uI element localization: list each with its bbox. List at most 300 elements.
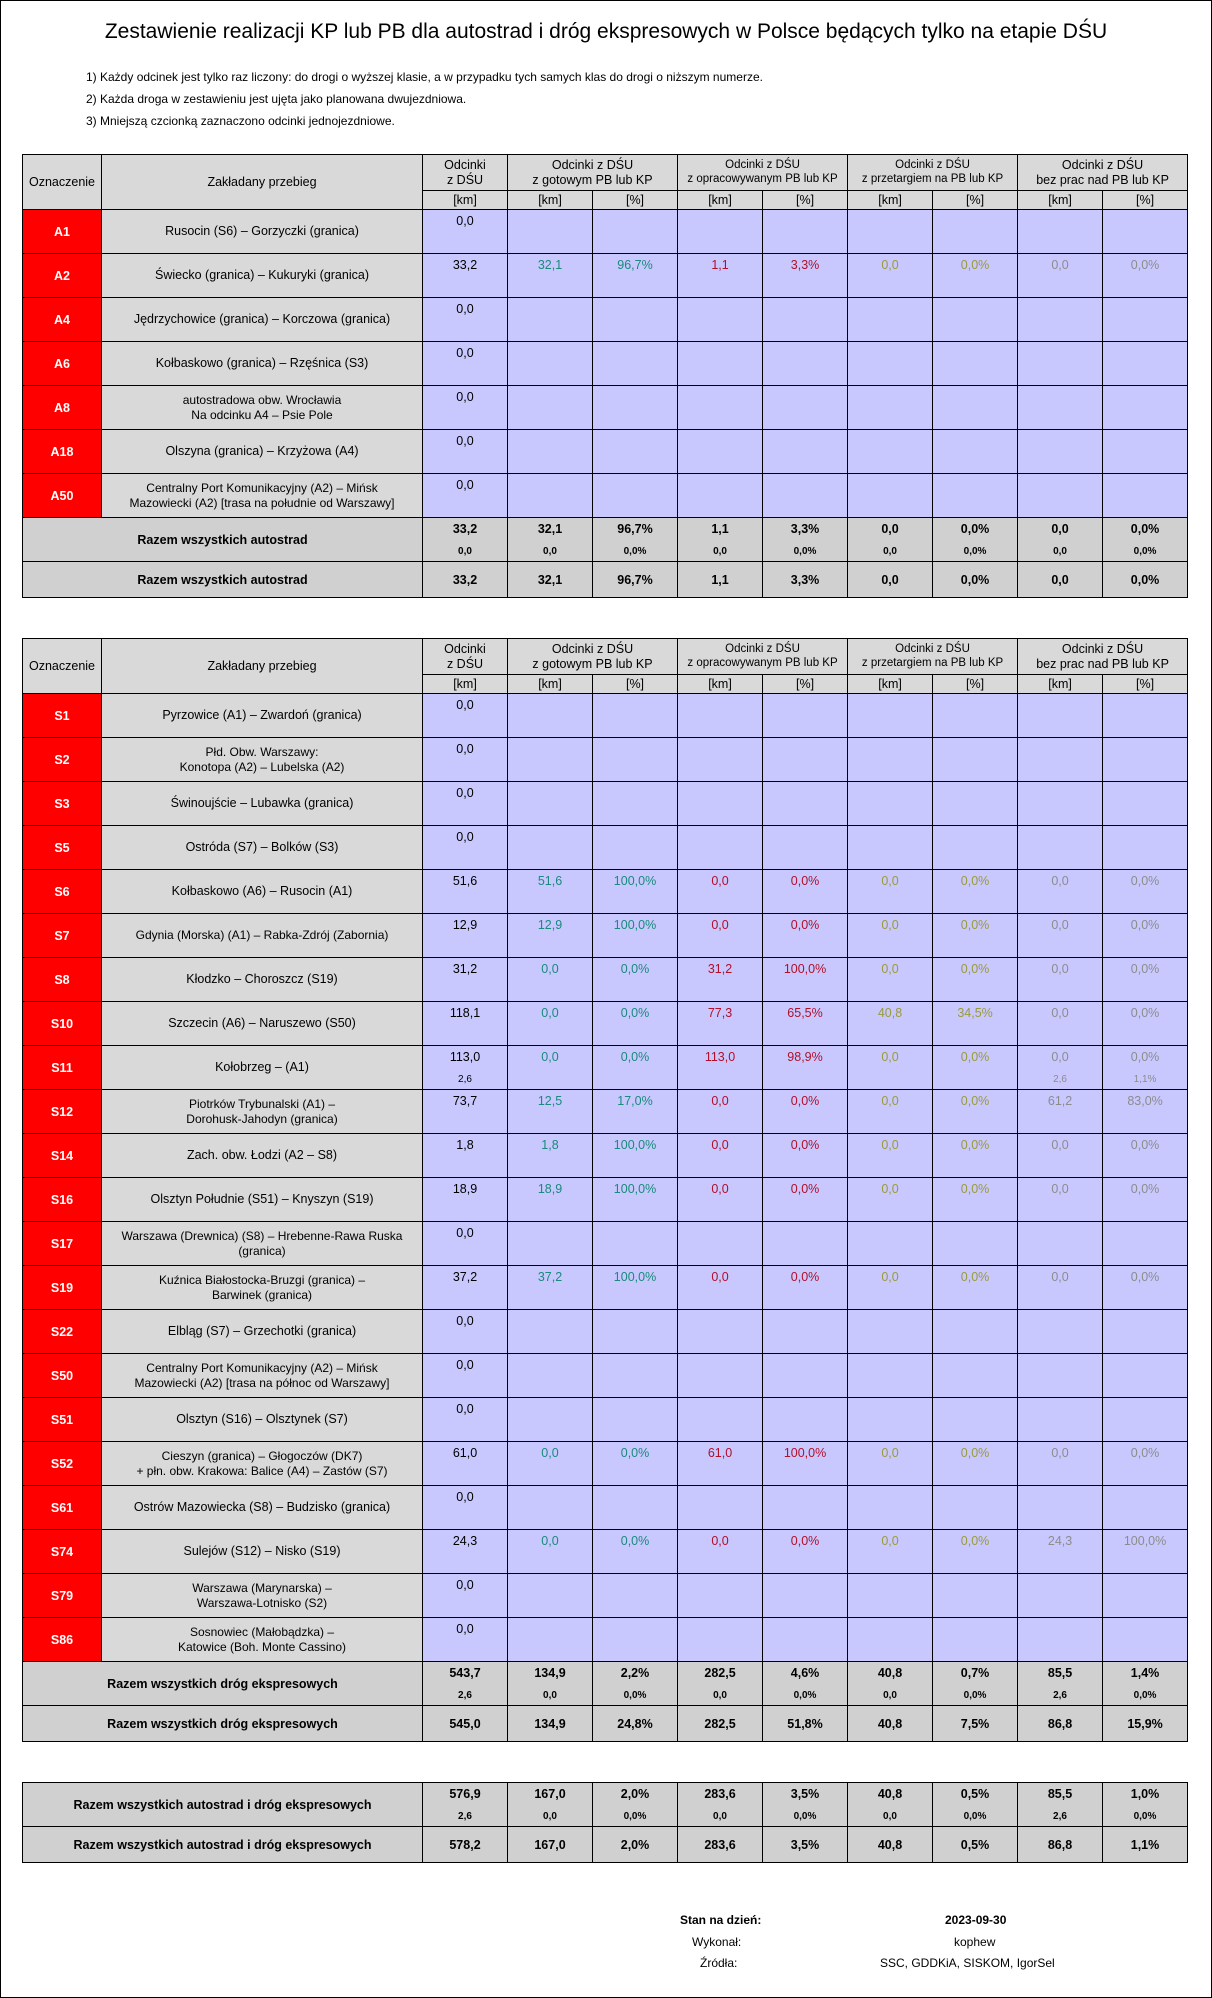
route-description: Świnoujście – Lubawka (granica) (102, 782, 423, 826)
table-row (23, 1002, 1188, 1046)
value-cell-value: 0,0 (1051, 1050, 1069, 1064)
autostrady-table (22, 154, 1188, 598)
value-cell (1018, 1090, 1103, 1134)
value-cell (593, 1046, 678, 1090)
value-cell (1103, 1618, 1188, 1662)
value-cell (848, 1398, 933, 1442)
value-cell (678, 1046, 763, 1090)
value-cell (508, 298, 593, 342)
value-cell (678, 1486, 763, 1530)
stan-value: 2023-09-30 (945, 1913, 1007, 1927)
value-cell-value: 96,7% (617, 258, 653, 272)
value-cell (763, 1002, 848, 1046)
value-cell (593, 1090, 678, 1134)
value-cell (1103, 1398, 1188, 1442)
header-bez-prac: Odcinki z DŚU bez prac nad PB lub KP (1018, 155, 1188, 191)
sum-value: 0,0% (1103, 562, 1188, 598)
value-cell (593, 826, 678, 870)
sum-value (1018, 518, 1103, 562)
sum-value: 40,8 (848, 1827, 933, 1863)
value-cell-value: 0,0% (1130, 1446, 1160, 1460)
header-oznaczenie: Oznaczenie (23, 155, 102, 210)
value-cell (593, 1178, 678, 1222)
value-cell (1103, 914, 1188, 958)
value-cell (593, 342, 678, 386)
value-cell (593, 1354, 678, 1398)
odcinki-dsu (423, 782, 508, 826)
sum-value-sub: 0,0 (713, 546, 727, 557)
value-cell (1103, 1310, 1188, 1354)
odcinki-dsu-value: 0,0 (456, 1402, 474, 1416)
sum-label: Razem wszystkich dróg ekspresowych (23, 1662, 423, 1706)
value-cell (508, 1178, 593, 1222)
header-przebieg: Zakładany przebieg (102, 639, 423, 694)
sum-value: 1,1 (678, 562, 763, 598)
route-description: Płd. Obw. Warszawy: Konotopa (A2) – Lubelska (A2) (102, 738, 423, 782)
value-cell (848, 826, 933, 870)
value-cell (1103, 782, 1188, 826)
value-cell-value: 24,3 (1047, 1534, 1073, 1548)
route-description: Kołobrzeg – (A1) (102, 1046, 423, 1090)
value-cell (593, 782, 678, 826)
value-cell-value: 0,0 (711, 1094, 729, 1108)
sum-value-sub: 0,0 (713, 1811, 727, 1822)
value-cell (593, 1310, 678, 1354)
value-cell-value: 0,0 (881, 1138, 899, 1152)
sum-value-main: 40,8 (877, 1787, 903, 1801)
odcinki-dsu-value: 33,2 (452, 258, 478, 272)
odcinki-dsu (423, 1310, 508, 1354)
road-code: S22 (23, 1310, 102, 1354)
value-cell (848, 870, 933, 914)
odcinki-dsu (423, 474, 508, 518)
sum-value: 96,7% (593, 562, 678, 598)
value-cell-value: 34,5% (957, 1006, 993, 1020)
value-cell (678, 254, 763, 298)
value-cell-sub: 1,1% (1133, 1074, 1157, 1085)
table-row (23, 870, 1188, 914)
table-row (23, 958, 1188, 1002)
wykonal-label: Wykonał: (692, 1935, 742, 1949)
value-cell-value: 0,0% (960, 258, 990, 272)
value-cell (763, 1222, 848, 1266)
odcinki-dsu (423, 386, 508, 430)
value-cell-value: 0,0 (881, 1446, 899, 1460)
road-code: S50 (23, 1354, 102, 1398)
unit-km: [km] (1018, 675, 1103, 694)
value-cell (1018, 210, 1103, 254)
sum-value-main: 134,9 (534, 1666, 566, 1680)
route-description: Kołbaskowo (A6) – Rusocin (A1) (102, 870, 423, 914)
road-code: S74 (23, 1530, 102, 1574)
odcinki-dsu-value: 0,0 (456, 1578, 474, 1592)
value-cell (508, 1618, 593, 1662)
value-cell (1103, 958, 1188, 1002)
sum-value: 3,5% (763, 1827, 848, 1863)
value-cell-value: 0,0% (620, 1446, 650, 1460)
odcinki-dsu-value: 0,0 (456, 698, 474, 712)
value-cell-value: 0,0% (1130, 258, 1160, 272)
value-cell (848, 738, 933, 782)
sum-value-main: 0,5% (960, 1787, 990, 1801)
value-cell (1018, 430, 1103, 474)
table-row (23, 254, 1188, 298)
value-cell (678, 1266, 763, 1310)
value-cell-value: 0,0% (1130, 1138, 1160, 1152)
value-cell (678, 474, 763, 518)
value-cell (848, 386, 933, 430)
value-cell (763, 1486, 848, 1530)
value-cell (763, 298, 848, 342)
sum-value (423, 518, 508, 562)
value-cell (593, 210, 678, 254)
sum-value (508, 518, 593, 562)
odcinki-dsu-value: 0,0 (456, 786, 474, 800)
value-cell (1103, 1134, 1188, 1178)
value-cell (933, 826, 1018, 870)
value-cell (848, 298, 933, 342)
value-cell (1018, 298, 1103, 342)
value-cell (933, 1442, 1018, 1486)
value-cell-value: 65,5% (787, 1006, 823, 1020)
odcinki-dsu-value: 0,0 (456, 214, 474, 228)
value-cell (593, 430, 678, 474)
value-cell (1103, 1178, 1188, 1222)
value-cell (933, 210, 1018, 254)
value-cell (1018, 958, 1103, 1002)
value-cell (1103, 1090, 1188, 1134)
road-code: S11 (23, 1046, 102, 1090)
sum-value: 86,8 (1018, 1827, 1103, 1863)
odcinki-dsu-value: 37,2 (452, 1270, 478, 1284)
zrodla-label: Źródła: (700, 1956, 738, 1970)
odcinki-dsu (423, 298, 508, 342)
road-code: S10 (23, 1002, 102, 1046)
sum-value-main: 0,7% (960, 1666, 990, 1680)
value-cell (848, 1002, 933, 1046)
sum-value (933, 1662, 1018, 1706)
value-cell-value: 0,0 (881, 1094, 899, 1108)
unit-km: [km] (678, 191, 763, 210)
route-description: Warszawa (Marynarska) – Warszawa-Lotnisko (S2) (102, 1574, 423, 1618)
value-cell (678, 1222, 763, 1266)
value-cell (763, 342, 848, 386)
value-cell (848, 914, 933, 958)
value-cell-value: 0,0 (541, 962, 559, 976)
value-cell (763, 1354, 848, 1398)
sum-row (23, 518, 1188, 562)
value-cell (763, 1618, 848, 1662)
unit-pct: [%] (763, 675, 848, 694)
value-cell-value: 0,0% (620, 962, 650, 976)
sum-value-main: 85,5 (1047, 1787, 1073, 1801)
value-cell (848, 430, 933, 474)
value-cell (763, 1046, 848, 1090)
sum-value-main: 2,2% (620, 1666, 650, 1680)
odcinki-dsu (423, 1090, 508, 1134)
value-cell (1018, 694, 1103, 738)
road-code: S7 (23, 914, 102, 958)
value-cell (508, 782, 593, 826)
sum-value-sub: 0,0% (623, 1690, 647, 1701)
unit-km: [km] (848, 675, 933, 694)
value-cell (763, 1574, 848, 1618)
sum-value-main: 33,2 (452, 522, 478, 536)
value-cell (933, 298, 1018, 342)
sum-value-main: 1,1 (711, 522, 729, 536)
value-cell (593, 958, 678, 1002)
route-description: Warszawa (Drewnica) (S8) – Hrebenne-Rawa Ruska (granica) (102, 1222, 423, 1266)
unit-km: [km] (423, 191, 508, 210)
value-cell-value: 0,0% (1130, 1270, 1160, 1284)
value-cell (933, 870, 1018, 914)
odcinki-dsu-value: 1,8 (456, 1138, 474, 1152)
table-row (23, 782, 1188, 826)
sum-value-sub: 0,0 (543, 1811, 557, 1822)
value-cell (1018, 1442, 1103, 1486)
unit-km: [km] (423, 675, 508, 694)
road-code: S5 (23, 826, 102, 870)
route-description: Zach. obw. Łodzi (A2 – S8) (102, 1134, 423, 1178)
value-cell (1018, 870, 1103, 914)
sum-value-sub: 0,0 (1053, 546, 1067, 557)
odcinki-dsu-value: 31,2 (452, 962, 478, 976)
value-cell (508, 1266, 593, 1310)
sum-value (933, 518, 1018, 562)
value-cell (508, 430, 593, 474)
value-cell-value: 100,0% (613, 874, 657, 888)
value-cell (1103, 1222, 1188, 1266)
value-cell-value: 0,0% (790, 1138, 820, 1152)
value-cell (678, 1442, 763, 1486)
value-cell (508, 1134, 593, 1178)
sum-value-sub: 0,0 (458, 546, 472, 557)
sum-value-sub: 2,6 (1053, 1690, 1067, 1701)
route-description: Pyrzowice (A1) – Zwardoń (granica) (102, 694, 423, 738)
sum-value-main: 32,1 (537, 522, 563, 536)
value-cell (763, 1178, 848, 1222)
value-cell (848, 1266, 933, 1310)
route-description: Jędrzychowice (granica) – Korczowa (granica) (102, 298, 423, 342)
road-code: S3 (23, 782, 102, 826)
route-description: Olszyna (granica) – Krzyżowa (A4) (102, 430, 423, 474)
sum-value (848, 1783, 933, 1827)
value-cell (678, 694, 763, 738)
odcinki-dsu-value: 113,0 (449, 1050, 481, 1064)
value-cell (593, 254, 678, 298)
value-cell-value: 100,0% (1123, 1534, 1167, 1548)
sum-value-sub: 0,0 (543, 546, 557, 557)
value-cell (508, 342, 593, 386)
value-cell (678, 826, 763, 870)
road-code: S17 (23, 1222, 102, 1266)
value-cell-value: 0,0 (711, 874, 729, 888)
value-cell (678, 782, 763, 826)
value-cell-value: 0,0% (960, 1182, 990, 1196)
sum-row (23, 1783, 1188, 1827)
value-cell (933, 1574, 1018, 1618)
value-cell (933, 738, 1018, 782)
odcinki-dsu (423, 1530, 508, 1574)
value-cell (848, 958, 933, 1002)
value-cell-value: 0,0 (541, 1050, 559, 1064)
value-cell-value: 100,0% (613, 918, 657, 932)
value-cell (508, 1442, 593, 1486)
odcinki-dsu-value: 61,0 (452, 1446, 478, 1460)
value-cell (1103, 826, 1188, 870)
value-cell (1018, 1618, 1103, 1662)
sum-value: 0,0% (933, 562, 1018, 598)
value-cell-value: 0,0% (960, 962, 990, 976)
value-cell (508, 1398, 593, 1442)
odcinki-dsu (423, 1442, 508, 1486)
value-cell-value: 0,0 (1051, 962, 1069, 976)
value-cell (763, 738, 848, 782)
sum-value-main: 283,6 (704, 1787, 736, 1801)
value-cell (1103, 430, 1188, 474)
value-cell-value: 0,0% (1130, 1182, 1160, 1196)
value-cell-value: 0,0 (881, 258, 899, 272)
table-row (23, 1354, 1188, 1398)
road-code: S61 (23, 1486, 102, 1530)
value-cell-value: 0,0% (960, 1270, 990, 1284)
value-cell (593, 1134, 678, 1178)
value-cell (933, 1222, 1018, 1266)
value-cell (1018, 1486, 1103, 1530)
value-cell (508, 958, 593, 1002)
value-cell (933, 782, 1018, 826)
table-row (23, 1398, 1188, 1442)
value-cell (1018, 254, 1103, 298)
sum-value: 283,6 (678, 1827, 763, 1863)
value-cell (763, 1266, 848, 1310)
odcinki-dsu-value: 0,0 (456, 390, 474, 404)
value-cell-value: 0,0 (541, 1006, 559, 1020)
value-cell (848, 1310, 933, 1354)
odcinki-dsu (423, 1354, 508, 1398)
wykonal-value: kophew (954, 1935, 996, 1949)
value-cell-value: 0,0 (1051, 258, 1069, 272)
sum-value (848, 518, 933, 562)
odcinki-dsu-value: 0,0 (456, 434, 474, 448)
odcinki-dsu (423, 870, 508, 914)
value-cell (593, 1574, 678, 1618)
sum-value-sub: 0,0% (793, 546, 817, 557)
road-code: S2 (23, 738, 102, 782)
value-cell (1103, 738, 1188, 782)
table-row (23, 386, 1188, 430)
value-cell (1103, 298, 1188, 342)
sum-row (23, 1662, 1188, 1706)
value-cell (848, 474, 933, 518)
value-cell-value: 0,0 (1051, 874, 1069, 888)
value-cell (1018, 1530, 1103, 1574)
value-cell (1103, 1002, 1188, 1046)
value-cell (678, 1618, 763, 1662)
value-cell (1018, 1046, 1103, 1090)
value-cell (763, 782, 848, 826)
value-cell-value: 18,9 (537, 1182, 563, 1196)
value-cell-value: 0,0 (1051, 1138, 1069, 1152)
value-cell (678, 1398, 763, 1442)
value-cell (763, 870, 848, 914)
value-cell-value: 1,8 (541, 1138, 559, 1152)
table-row (23, 1574, 1188, 1618)
sum-value (1018, 1783, 1103, 1827)
sum-value (423, 1783, 508, 1827)
value-cell-value: 0,0% (790, 1534, 820, 1548)
value-cell (1018, 1134, 1103, 1178)
value-cell (593, 1530, 678, 1574)
value-cell-value: 0,0 (881, 874, 899, 888)
header-oznaczenie: Oznaczenie (23, 639, 102, 694)
odcinki-dsu-value: 118,1 (449, 1006, 481, 1020)
value-cell (848, 342, 933, 386)
value-cell (848, 1354, 933, 1398)
route-description: Cieszyn (granica) – Głogoczów (DK7) + płn. obw. Krakowa: Balice (A4) – Zastów (S7) (102, 1442, 423, 1486)
route-description: Szczecin (A6) – Naruszewo (S50) (102, 1002, 423, 1046)
stan-label: Stan na dzień: (680, 1913, 762, 1927)
sum-value: 167,0 (508, 1827, 593, 1863)
value-cell (1103, 1442, 1188, 1486)
value-cell (1103, 210, 1188, 254)
road-code: S8 (23, 958, 102, 1002)
value-cell (848, 1574, 933, 1618)
value-cell (1103, 1266, 1188, 1310)
header-dsu: Odcinki z DŚU (423, 155, 508, 191)
value-cell-value: 61,2 (1047, 1094, 1073, 1108)
value-cell (848, 1090, 933, 1134)
unit-km: [km] (848, 191, 933, 210)
odcinki-dsu-value: 0,0 (456, 1358, 474, 1372)
value-cell-value: 3,3% (790, 258, 820, 272)
value-cell (678, 870, 763, 914)
value-cell (678, 1134, 763, 1178)
sum-value-main: 85,5 (1047, 1666, 1073, 1680)
road-code: A2 (23, 254, 102, 298)
unit-km: [km] (508, 191, 593, 210)
sum-value: 282,5 (678, 1706, 763, 1742)
table-row (23, 1046, 1188, 1090)
sum-value-main: 282,5 (704, 1666, 736, 1680)
value-cell (933, 694, 1018, 738)
road-code: A1 (23, 210, 102, 254)
value-cell-value: 0,0% (620, 1534, 650, 1548)
value-cell (763, 254, 848, 298)
value-cell-value: 0,0% (790, 1270, 820, 1284)
unit-pct: [%] (593, 191, 678, 210)
value-cell-value: 0,0% (790, 1094, 820, 1108)
odcinki-dsu (423, 694, 508, 738)
sum-value-sub: 0,0% (623, 546, 647, 557)
value-cell (678, 1090, 763, 1134)
value-cell (593, 870, 678, 914)
value-cell (508, 826, 593, 870)
value-cell-value: 12,5 (537, 1094, 563, 1108)
value-cell-value: 0,0 (881, 1534, 899, 1548)
route-description: Ostrów Mazowiecka (S8) – Budzisko (granica) (102, 1486, 423, 1530)
value-cell (508, 1354, 593, 1398)
odcinki-dsu (423, 1618, 508, 1662)
value-cell (933, 1310, 1018, 1354)
value-cell-value: 0,0 (711, 1270, 729, 1284)
odcinki-dsu (423, 738, 508, 782)
value-cell-value: 37,2 (537, 1270, 563, 1284)
header-przebieg: Zakładany przebieg (102, 155, 423, 210)
value-cell (763, 914, 848, 958)
value-cell (678, 1354, 763, 1398)
value-cell (1018, 1398, 1103, 1442)
